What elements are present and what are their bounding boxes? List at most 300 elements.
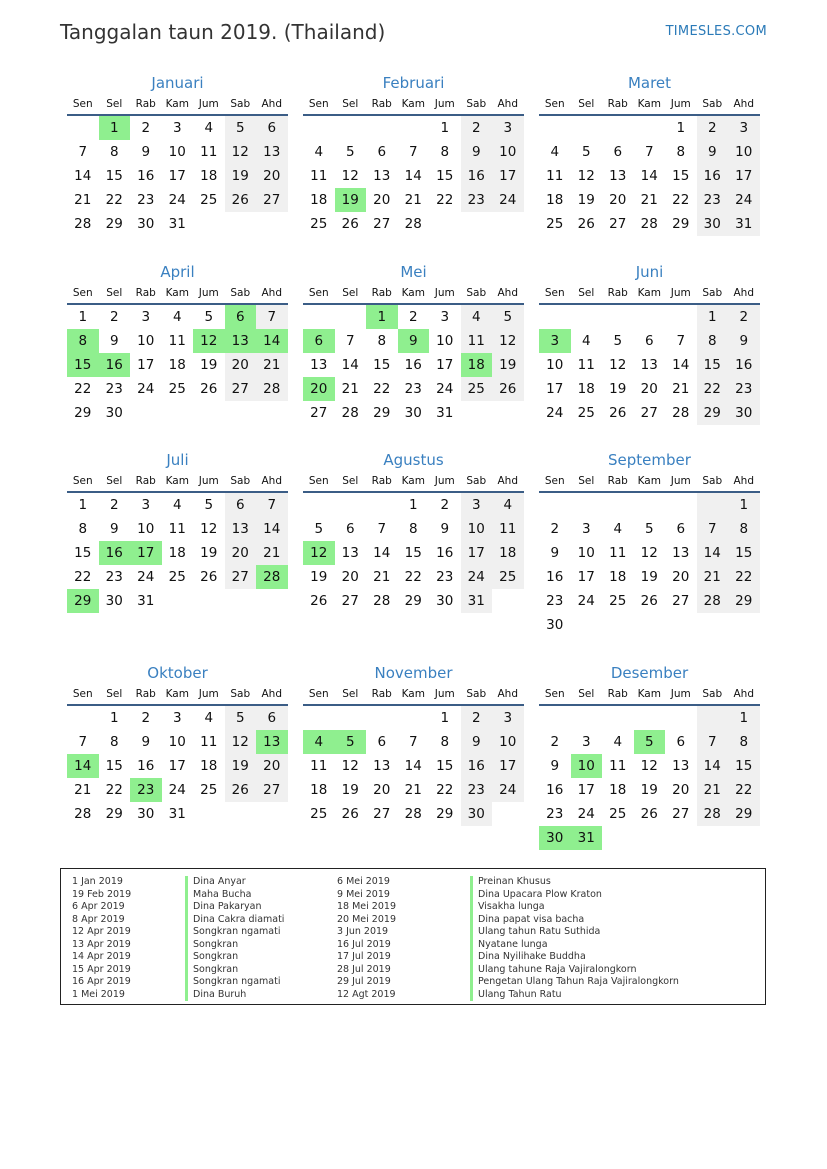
- day-cell: 6: [613, 144, 623, 160]
- day-cell: 6: [256, 116, 288, 140]
- legend-names-column-2: [470, 876, 679, 1001]
- day-cell: 20: [373, 782, 391, 798]
- empty-day-cell: [256, 802, 288, 826]
- day-cell: 10: [137, 521, 155, 537]
- day-cell: 27: [225, 377, 257, 401]
- day-cell: 15: [728, 754, 760, 778]
- day-cell: 26: [200, 569, 218, 585]
- day-cell: 12: [640, 545, 658, 561]
- day-cell: 29: [74, 405, 92, 421]
- day-cell: 13: [310, 357, 328, 373]
- legend-holiday-name: Pengetan Ulang Tahun Raja Vajiralongkorn: [470, 976, 679, 989]
- day-cell: 24: [492, 778, 524, 802]
- day-grid: [303, 706, 524, 826]
- day-cell: 24: [546, 405, 564, 421]
- weekday-label: Sen: [544, 475, 565, 487]
- weekday-label: Rab: [607, 688, 628, 700]
- day-cell: 11: [609, 545, 627, 561]
- day-cell: 1: [440, 710, 450, 726]
- day-cell: 9: [440, 521, 450, 537]
- day-cell: 12: [341, 168, 359, 184]
- day-cell: 2: [109, 497, 119, 513]
- weekday-label: Sab: [466, 287, 487, 299]
- day-cell: 8: [109, 144, 119, 160]
- day-cell: 4: [492, 493, 524, 517]
- day-cell: 5: [204, 309, 214, 325]
- day-cell: 1: [408, 497, 418, 513]
- day-cell: 22: [728, 778, 760, 802]
- day-cell: 18: [310, 782, 328, 798]
- legend-date: 15 Apr 2019: [72, 963, 131, 975]
- day-cell: 15: [436, 168, 454, 184]
- day-cell: 25: [310, 806, 328, 822]
- day-cell: 2: [697, 116, 729, 140]
- day-cell: 13: [256, 140, 288, 164]
- day-cell: 5: [204, 497, 214, 513]
- day-cell: 22: [373, 381, 391, 397]
- empty-day-cell: [303, 493, 335, 517]
- day-cell: 27: [609, 216, 627, 232]
- day-cell: 13: [373, 168, 391, 184]
- day-cell: 30: [137, 806, 155, 822]
- day-cell: 17: [728, 164, 760, 188]
- day-cell: 22: [105, 192, 123, 208]
- day-cell: 14: [672, 357, 690, 373]
- month-name: Juni: [635, 263, 664, 281]
- empty-day-cell: [665, 706, 697, 730]
- day-cell: 29: [728, 802, 760, 826]
- day-cell: 15: [404, 545, 422, 561]
- day-cell: 5: [644, 521, 654, 537]
- day-cell: 9: [461, 140, 493, 164]
- day-cell: 15: [697, 353, 729, 377]
- day-cell: 19: [225, 164, 257, 188]
- day-grid: [67, 493, 288, 613]
- day-cell: 22: [404, 569, 422, 585]
- day-cell: 8: [440, 144, 450, 160]
- day-cell: 8: [109, 734, 119, 750]
- empty-day-cell: [634, 116, 666, 140]
- empty-day-cell: [67, 706, 99, 730]
- day-cell: 24: [137, 381, 155, 397]
- holiday-day-cell: 23: [130, 778, 162, 802]
- day-cell: 15: [373, 357, 391, 373]
- empty-day-cell: [67, 116, 99, 140]
- empty-day-cell: [602, 706, 634, 730]
- weekday-label: Kam: [637, 688, 661, 700]
- empty-day-cell: [697, 613, 729, 637]
- empty-day-cell: [571, 305, 603, 329]
- weekday-label: Ahd: [733, 475, 754, 487]
- holiday-day-cell: 1: [366, 305, 398, 329]
- day-cell: 8: [728, 730, 760, 754]
- weekday-label: Jum: [434, 688, 455, 700]
- day-cell: 31: [137, 593, 155, 609]
- day-cell: 17: [546, 381, 564, 397]
- weekday-label: Sel: [106, 475, 123, 487]
- day-cell: 2: [440, 497, 450, 513]
- empty-day-cell: [461, 212, 493, 236]
- day-cell: 22: [728, 565, 760, 589]
- day-cell: 10: [436, 333, 454, 349]
- empty-day-cell: [366, 706, 398, 730]
- day-cell: 10: [492, 140, 524, 164]
- day-cell: 9: [550, 758, 560, 774]
- day-cell: 22: [672, 192, 690, 208]
- day-cell: 2: [550, 521, 560, 537]
- day-cell: 12: [640, 758, 658, 774]
- day-cell: 11: [168, 521, 186, 537]
- empty-day-cell: [162, 401, 194, 425]
- day-cell: 13: [672, 758, 690, 774]
- legend-holiday-name: Dina Pakaryan: [185, 901, 284, 914]
- weekday-label: Jum: [670, 688, 691, 700]
- day-cell: 10: [492, 730, 524, 754]
- day-cell: 21: [404, 192, 422, 208]
- day-cell: 2: [141, 120, 151, 136]
- legend-holiday-name: Dina papat visa bacha: [470, 914, 679, 927]
- day-cell: 26: [225, 778, 257, 802]
- day-cell: 18: [577, 381, 595, 397]
- day-cell: 4: [314, 144, 324, 160]
- legend-date: 6 Apr 2019: [72, 901, 125, 912]
- day-cell: 30: [404, 405, 422, 421]
- day-cell: 5: [314, 521, 324, 537]
- legend-date: 20 Mei 2019: [337, 913, 396, 925]
- day-cell: 23: [105, 569, 123, 585]
- holiday-day-cell: 28: [256, 565, 288, 589]
- holiday-day-cell: 16: [99, 353, 131, 377]
- weekday-label: Rab: [135, 475, 156, 487]
- month-juli: [67, 449, 288, 613]
- day-cell: 22: [697, 377, 729, 401]
- month-november: [303, 662, 524, 826]
- month-name: Januari: [151, 74, 204, 92]
- weekday-label: Ahd: [261, 287, 282, 299]
- legend-date: 28 Jul 2019: [337, 963, 391, 975]
- empty-day-cell: [571, 493, 603, 517]
- day-cell: 13: [640, 357, 658, 373]
- empty-day-cell: [634, 706, 666, 730]
- day-cell: 23: [461, 188, 493, 212]
- day-cell: 23: [546, 806, 564, 822]
- day-grid: [67, 116, 288, 236]
- weekday-label: Ahd: [261, 688, 282, 700]
- legend-date: 12 Apr 2019: [72, 926, 131, 937]
- weekday-header: [539, 471, 760, 493]
- day-cell: 27: [373, 216, 391, 232]
- day-cell: 29: [697, 401, 729, 425]
- day-cell: 20: [672, 569, 690, 585]
- month-name: Mei: [400, 263, 427, 281]
- empty-day-cell: [728, 613, 760, 637]
- day-cell: 21: [256, 541, 288, 565]
- day-cell: 11: [609, 758, 627, 774]
- weekday-label: Sen: [308, 287, 329, 299]
- weekday-label: Rab: [135, 98, 156, 110]
- day-cell: 11: [310, 168, 328, 184]
- day-cell: 30: [105, 405, 123, 421]
- day-cell: 7: [644, 144, 654, 160]
- day-cell: 16: [404, 357, 422, 373]
- legend-holiday-name: Nyatane lunga: [470, 939, 679, 952]
- holiday-legend: [60, 868, 766, 1005]
- day-cell: 9: [141, 734, 151, 750]
- day-cell: 26: [609, 405, 627, 421]
- day-cell: 5: [225, 116, 257, 140]
- day-cell: 29: [105, 216, 123, 232]
- day-cell: 8: [78, 521, 88, 537]
- day-cell: 9: [728, 329, 760, 353]
- legend-holiday-name: Songkran: [185, 964, 284, 977]
- day-cell: 21: [697, 565, 729, 589]
- weekday-label: Ahd: [733, 287, 754, 299]
- day-cell: 29: [436, 806, 454, 822]
- legend-holiday-name: Visakha lunga: [470, 901, 679, 914]
- weekday-label: Sen: [72, 688, 93, 700]
- weekday-label: Sab: [466, 475, 487, 487]
- day-cell: 18: [492, 541, 524, 565]
- empty-day-cell: [335, 493, 367, 517]
- month-name: Agustus: [383, 451, 444, 469]
- day-cell: 17: [137, 357, 155, 373]
- weekday-header: [303, 684, 524, 706]
- empty-day-cell: [697, 493, 729, 517]
- month-name: September: [608, 451, 691, 469]
- weekday-label: Sel: [342, 98, 359, 110]
- weekday-label: Kam: [637, 475, 661, 487]
- day-cell: 27: [341, 593, 359, 609]
- weekday-label: Sab: [702, 688, 723, 700]
- holiday-day-cell: 13: [225, 329, 257, 353]
- day-cell: 24: [577, 806, 595, 822]
- day-cell: 16: [436, 545, 454, 561]
- month-name: Juli: [166, 451, 189, 469]
- day-cell: 17: [168, 168, 186, 184]
- day-cell: 23: [404, 381, 422, 397]
- day-cell: 6: [377, 144, 387, 160]
- empty-day-cell: [398, 116, 430, 140]
- day-cell: 27: [256, 778, 288, 802]
- legend-holiday-name: Preinan Khusus: [470, 876, 679, 889]
- holiday-day-cell: 29: [67, 589, 99, 613]
- day-cell: 12: [200, 521, 218, 537]
- weekday-label: Sel: [342, 475, 359, 487]
- day-cell: 7: [345, 333, 355, 349]
- day-cell: 11: [310, 758, 328, 774]
- day-cell: 29: [105, 806, 123, 822]
- day-cell: 1: [728, 493, 760, 517]
- weekday-label: Ahd: [733, 688, 754, 700]
- empty-day-cell: [335, 116, 367, 140]
- day-cell: 14: [640, 168, 658, 184]
- weekday-header: [303, 283, 524, 305]
- legend-dates-column-1: [72, 876, 131, 1001]
- day-cell: 1: [697, 305, 729, 329]
- day-cell: 28: [672, 405, 690, 421]
- day-cell: 16: [461, 164, 493, 188]
- day-cell: 26: [225, 188, 257, 212]
- day-cell: 26: [341, 216, 359, 232]
- day-cell: 21: [672, 381, 690, 397]
- holiday-day-cell: 12: [303, 541, 335, 565]
- legend-date: 1 Jan 2019: [72, 876, 123, 887]
- legend-date: 14 Apr 2019: [72, 951, 131, 962]
- weekday-label: Sen: [72, 98, 93, 110]
- month-juni: [539, 261, 760, 425]
- day-cell: 29: [404, 593, 422, 609]
- legend-holiday-name: Songkran: [185, 939, 284, 952]
- day-cell: 24: [137, 569, 155, 585]
- empty-day-cell: [225, 401, 257, 425]
- day-cell: 4: [204, 120, 214, 136]
- day-cell: 24: [168, 192, 186, 208]
- day-cell: 5: [345, 144, 355, 160]
- weekday-label: Rab: [371, 287, 392, 299]
- day-cell: 9: [697, 140, 729, 164]
- empty-day-cell: [492, 212, 524, 236]
- empty-day-cell: [539, 493, 571, 517]
- weekday-header: [539, 94, 760, 116]
- weekday-label: Jum: [670, 287, 691, 299]
- weekday-label: Sab: [230, 475, 251, 487]
- month-desember: [539, 662, 760, 850]
- legend-date: 12 Agt 2019: [337, 988, 396, 1000]
- legend-holiday-name: Dina Buruh: [185, 989, 284, 1002]
- empty-day-cell: [571, 706, 603, 730]
- day-grid: [539, 706, 760, 850]
- empty-day-cell: [665, 826, 697, 850]
- empty-day-cell: [697, 826, 729, 850]
- day-cell: 14: [404, 168, 422, 184]
- weekday-label: Kam: [165, 688, 189, 700]
- weekday-label: Sab: [466, 688, 487, 700]
- day-cell: 31: [168, 806, 186, 822]
- day-cell: 1: [676, 120, 686, 136]
- day-cell: 20: [672, 782, 690, 798]
- day-cell: 16: [461, 754, 493, 778]
- day-cell: 29: [373, 405, 391, 421]
- weekday-label: Jum: [198, 287, 219, 299]
- weekday-label: Kam: [401, 475, 425, 487]
- weekday-header: [539, 684, 760, 706]
- day-cell: 18: [168, 357, 186, 373]
- day-cell: 3: [492, 116, 524, 140]
- day-cell: 25: [609, 806, 627, 822]
- day-cell: 23: [546, 593, 564, 609]
- day-cell: 8: [408, 521, 418, 537]
- day-cell: 13: [341, 545, 359, 561]
- month-name: April: [160, 263, 195, 281]
- weekday-label: Kam: [401, 98, 425, 110]
- day-cell: 8: [377, 333, 387, 349]
- day-cell: 27: [672, 593, 690, 609]
- empty-day-cell: [461, 401, 493, 425]
- day-cell: 29: [728, 589, 760, 613]
- weekday-label: Kam: [637, 287, 661, 299]
- day-cell: 5: [613, 333, 623, 349]
- day-cell: 13: [225, 517, 257, 541]
- day-cell: 21: [373, 569, 391, 585]
- empty-day-cell: [225, 589, 257, 613]
- day-cell: 8: [728, 517, 760, 541]
- weekday-label: Sab: [702, 475, 723, 487]
- day-cell: 21: [74, 782, 92, 798]
- legend-holiday-name: Dina Nyilihake Buddha: [470, 951, 679, 964]
- day-cell: 23: [697, 188, 729, 212]
- holiday-day-cell: 14: [256, 329, 288, 353]
- day-cell: 18: [609, 782, 627, 798]
- day-grid: [539, 116, 760, 236]
- day-cell: 3: [581, 521, 591, 537]
- weekday-label: Sab: [230, 688, 251, 700]
- day-cell: 28: [640, 216, 658, 232]
- day-cell: 10: [461, 517, 493, 541]
- empty-day-cell: [193, 802, 225, 826]
- day-cell: 2: [141, 710, 151, 726]
- site-link[interactable]: TIMESLES.COM: [665, 24, 767, 39]
- day-cell: 27: [640, 405, 658, 421]
- empty-day-cell: [130, 401, 162, 425]
- empty-day-cell: [665, 613, 697, 637]
- holiday-day-cell: 5: [634, 730, 666, 754]
- day-cell: 11: [577, 357, 595, 373]
- weekday-label: Sel: [342, 688, 359, 700]
- day-cell: 3: [492, 706, 524, 730]
- page-title: Tanggalan taun 2019. (Thailand): [60, 20, 386, 44]
- empty-day-cell: [571, 613, 603, 637]
- month-name: November: [374, 664, 453, 682]
- day-cell: 15: [74, 545, 92, 561]
- weekday-label: Kam: [165, 287, 189, 299]
- day-cell: 12: [492, 329, 524, 353]
- holiday-day-cell: 5: [335, 730, 367, 754]
- day-cell: 21: [256, 353, 288, 377]
- day-cell: 3: [141, 309, 151, 325]
- day-cell: 6: [377, 734, 387, 750]
- day-cell: 24: [577, 593, 595, 609]
- legend-holiday-name: Ulang tahun Ratu Suthida: [470, 926, 679, 939]
- day-cell: 17: [577, 569, 595, 585]
- empty-day-cell: [665, 305, 697, 329]
- day-cell: 10: [577, 545, 595, 561]
- day-cell: 30: [697, 212, 729, 236]
- day-cell: 26: [577, 216, 595, 232]
- day-cell: 10: [137, 333, 155, 349]
- weekday-label: Sen: [72, 287, 93, 299]
- day-cell: 28: [74, 806, 92, 822]
- day-cell: 23: [137, 192, 155, 208]
- day-cell: 7: [408, 144, 418, 160]
- day-cell: 29: [672, 216, 690, 232]
- day-cell: 15: [728, 541, 760, 565]
- day-cell: 15: [105, 168, 123, 184]
- day-cell: 19: [577, 192, 595, 208]
- empty-day-cell: [193, 589, 225, 613]
- day-cell: 1: [728, 706, 760, 730]
- empty-day-cell: [571, 116, 603, 140]
- holiday-day-cell: 13: [256, 730, 288, 754]
- day-cell: 28: [404, 216, 422, 232]
- month-maret: [539, 72, 760, 236]
- day-cell: 24: [492, 188, 524, 212]
- legend-date: 29 Jul 2019: [337, 976, 391, 987]
- day-cell: 21: [74, 192, 92, 208]
- empty-day-cell: [366, 493, 398, 517]
- empty-day-cell: [728, 826, 760, 850]
- day-cell: 19: [640, 782, 658, 798]
- day-cell: 16: [728, 353, 760, 377]
